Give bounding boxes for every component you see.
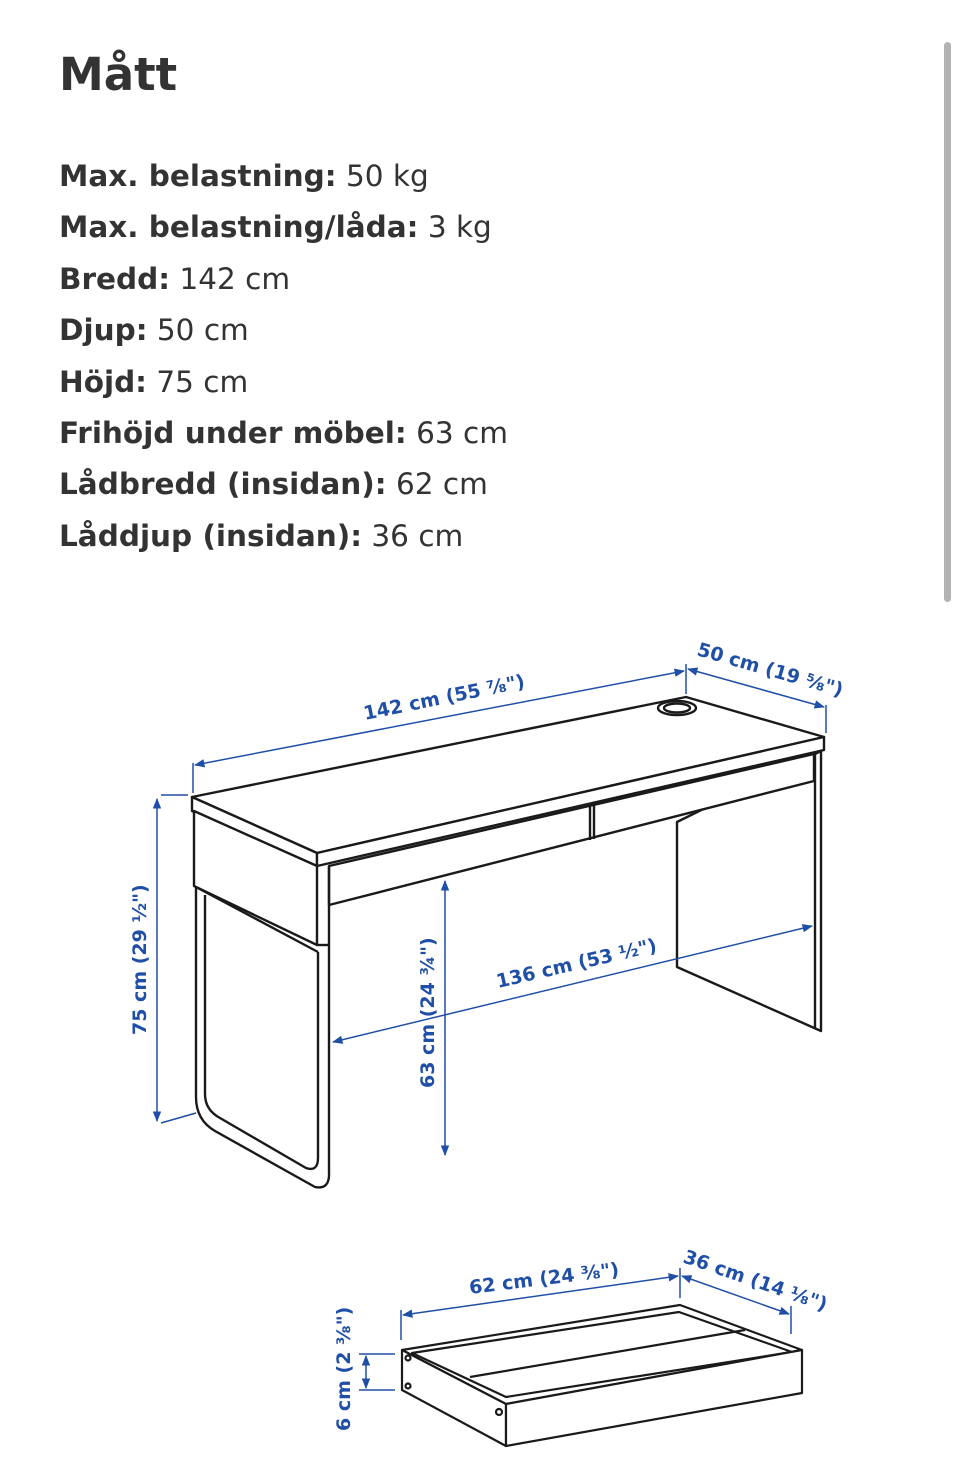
- desk-clearance-label: 63 cm (24 ¾"): [417, 937, 439, 1088]
- spec-value: 142 cm: [179, 261, 291, 296]
- desk-inner-width-label: 136 cm (53 ½"): [494, 934, 659, 993]
- spec-label: Djup:: [59, 313, 148, 348]
- drawer-depth-label: 36 cm (14 ⅛"): [680, 1245, 831, 1316]
- spec-label: Frihöjd under möbel:: [59, 416, 407, 451]
- drawer-width-label: 62 cm (24 ⅜"): [467, 1258, 621, 1299]
- spec-label: Låddjup (insidan):: [59, 518, 363, 553]
- spec-label: Lådbredd (insidan):: [59, 467, 387, 502]
- drawer-height-label: 6 cm (2 ⅜"): [333, 1306, 355, 1431]
- spec-value: 75 cm: [156, 364, 249, 399]
- desk-height-label: 75 cm (29 ½"): [129, 884, 151, 1035]
- page-title: Mått: [59, 48, 178, 101]
- spec-label: Max. belastning/låda:: [59, 210, 419, 245]
- spec-value: 3 kg: [427, 210, 492, 245]
- desk-width-label: 142 cm (55 ⅞"): [361, 670, 527, 725]
- spec-label: Höjd:: [59, 364, 147, 399]
- spec-value: 36 cm: [371, 518, 464, 553]
- spec-value: 62 cm: [395, 467, 488, 502]
- drawer-illustration: [402, 1305, 802, 1446]
- desk-depth-label: 50 cm (19 ⅝"): [694, 638, 846, 702]
- spec-value: 50 cm: [156, 313, 249, 348]
- spec-label: Bredd:: [59, 261, 171, 296]
- spec-label: Max. belastning:: [59, 159, 337, 193]
- spec-value: 50 kg: [346, 159, 429, 193]
- spec-value: 63 cm: [416, 416, 508, 451]
- desk-illustration: [192, 697, 824, 1187]
